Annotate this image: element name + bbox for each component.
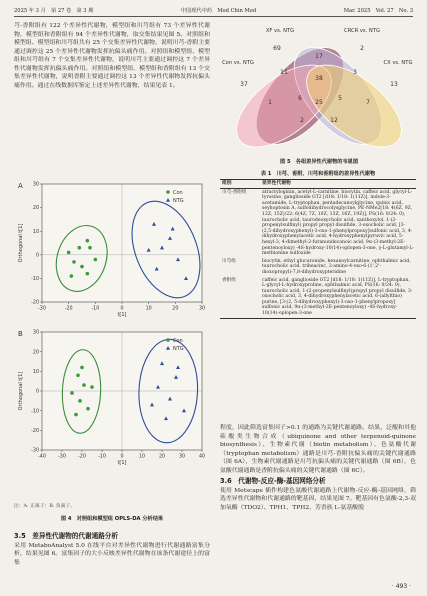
y-tick-label: 30 — [32, 330, 39, 336]
x-tick-label: -10 — [98, 454, 106, 460]
figure-5-venn — [222, 24, 416, 156]
table-row — [220, 188, 416, 258]
con-point — [82, 383, 86, 387]
legend-con-marker — [166, 338, 170, 342]
page-number: · 493 · — [391, 583, 411, 590]
venn-region-count: 3 — [353, 69, 357, 76]
section-3-6-text: 使用 Metscape 插件构建色氨酸代谢通路上代谢物-反应-酶-基因网络，筛选差异性代谢物和代谢通路的靶基因，结果见图 7。靶基因有色氨酸-2,3-双加氧酶（TDO2）、TPH1、TPH2、芳香族 L-氨基酸脱 — [220, 487, 416, 511]
venn-region-count: 7 — [366, 99, 370, 106]
legend-con-label: Con — [173, 189, 183, 196]
y-tick-label: 10 — [32, 229, 39, 235]
con-point — [88, 246, 92, 250]
table-cell-metabolites: caffeic acid, ganglioside GT2 [d18: 1/18: 1(11Z)], L-tryptophan, L-glycyl-L-hydroxyproline, ophthalmic acid, PS(16: 0/24: 0), taurocholic acid, 1-(2-propenylsulfinyl)propyl propyl disulfide, 3-oxocholic acid, 3, 4-dihydroxyphenylacetic acid, 6-(allylthio) purine, [3-(2, 5-dihydroxyphenyl)-3-oxo-1-phenylpropoxy] sulfonic acid, 9α-(3-methyl-2E-pentenoyloxy) -4S-hydroxy-10(14)-oplopen-3-one — [260, 277, 416, 319]
venn-region-count: 37 — [240, 81, 248, 88]
y-tick-label: -30 — [31, 448, 39, 454]
right-lower-column — [220, 424, 416, 512]
x-tick-label: -40 — [38, 454, 46, 460]
section-3-5 — [14, 530, 210, 567]
y-tick-label: -20 — [31, 300, 39, 306]
y-tick-label: 10 — [32, 369, 39, 375]
section-3-6-title: 3.6 代谢物-反应-酶-基因网络分析 — [220, 477, 326, 486]
figure-4-caption: 图 4 对照组和模型组 OPLS-DA 分析结果 — [60, 516, 164, 522]
x-tick-label: 40 — [198, 454, 206, 460]
table-cell-group: 川芎组 — [222, 258, 236, 264]
table-header-group: 组别 — [220, 180, 260, 189]
x-axis-label: t[1] — [117, 460, 127, 466]
con-point — [80, 265, 84, 269]
con-point — [86, 239, 90, 243]
table-1-grid — [220, 179, 416, 319]
x-tick-label: 30 — [178, 454, 186, 460]
running-header — [14, 5, 413, 17]
figure-4-note: 注：A. 正离子；B. 负离子。 — [14, 504, 76, 509]
venn-set-label: CRCR vs. NTG — [344, 28, 380, 34]
venn-region-count: 12 — [330, 117, 338, 124]
x-tick-label: 0 — [120, 454, 124, 460]
venn-region-count: 17 — [315, 53, 323, 60]
table-header-metabolites: 差异性代谢物 — [260, 180, 416, 189]
venn-region-count: 6 — [298, 95, 302, 102]
table-cell-group: 川芎-香附组 — [222, 189, 247, 195]
table-cell-metabolites: atractyloginin, acetyl-L-carnitine, biocytin, caffeic acid, glycyl-L-tyrosine, ganglioside GT2 [d18: 1/18: 1(11Z)], indole-3-acetamide, L-tryptophan, pentadecanoylglycine, quinic acid, seyhoptosin A, sulfodihydrocolysglycine, PE-NMe2[18: 4(6Z, 9Z, 12Z, 15Z)/22: 6(4Z, 7Z, 10Z, 13Z, 16Z, 19Z)], PS(16: 0/24: 0), taurocholic acid, taurodeoxycholic acid, xanthoxylol, 1-(2-propenylsulfinyl) propyl propyl disulfide, 3-oxocholic acid, [3-(2,5-dihydroxyphenyl)-3-oxo-1-phenylpropoxy]sulfonic acid, 3, 4-dihydroxyphenylacetic acid, 4-hydroxyphenylpyruvic acid, 5-hexyl-3, 4-dimethyl-2-furanundecanoic acid, 9α-(3-methyl-2E-pentenoyloxy) -4S-hydroxy-10(14)-oplopen-3-one, γ-L-glutamyl-L-methionine sulfoxide — [262, 189, 414, 257]
venn-region-count: 1 — [268, 99, 272, 106]
x-tick-label: -30 — [38, 306, 46, 312]
con-point — [78, 399, 82, 403]
y-tick-label: 20 — [32, 206, 39, 212]
venn-set-label: Con vs. NTG — [222, 60, 254, 66]
con-point — [86, 407, 90, 411]
table-header-row — [220, 180, 416, 189]
y-tick-label: 20 — [32, 350, 39, 356]
x-tick-label: 10 — [145, 306, 152, 312]
con-point — [86, 272, 90, 276]
con-point — [76, 373, 80, 377]
con-point — [78, 246, 82, 250]
x-tick-label: -20 — [64, 306, 73, 312]
venn-region-count: 69 — [273, 45, 281, 52]
venn-region-count: 5 — [338, 95, 342, 102]
figure-4 — [12, 176, 212, 500]
table-1 — [220, 170, 416, 319]
legend-con-marker — [166, 190, 170, 194]
table-row — [220, 277, 416, 319]
pathway-paragraph: 程度，因此筛选富集因子>0.1 的通路为关键代谢通路。结果，泛醌和其他萜醌类生物合成（ubiquinone and other terpenoid-quinone biosynthesis）、生物素代谢（biotin metabolism）、色氨酸代谢（tryptophan metabolism）通路是川芎-香附抗偏头痛的关键代谢通路（图 6A），生物素代谢通路是川芎抗偏头痛的关键代谢通路（图 6B），色氨酸代谢通路是香附抗偏头痛的关键代谢通路（图 6C）。 — [220, 425, 416, 474]
x-tick-label: -10 — [91, 306, 100, 312]
y-axis-label: Orthogonal t[1] — [18, 223, 24, 263]
left-column — [14, 22, 210, 90]
con-point — [74, 413, 78, 417]
y-tick-label: -10 — [31, 277, 39, 282]
header-right: Mar. 2025 Vol. 27 No. 3 — [343, 8, 413, 14]
y-tick-label: -20 — [31, 428, 39, 434]
y-tick-label: 30 — [32, 182, 39, 188]
table-cell-metabolites: biocytin, ethyl glucuronide, hexanoylcarnitine, ophthalmic acid, taurocholic acid, triheacinc, 2-amino-4-oxo-6-(1',2'-dioxopropyl)-7,8-dihydroxypteridine — [262, 258, 411, 275]
figure-4a-plot — [12, 176, 212, 326]
venn-region-count: 2 — [300, 117, 304, 124]
table-row — [220, 258, 416, 277]
con-point — [70, 274, 74, 278]
venn-region-count: 25 — [315, 99, 323, 106]
con-point — [90, 385, 94, 389]
section-3-5-title: 3.5 差异性代谢物的代谢通路分析 — [14, 532, 118, 540]
con-point — [67, 251, 71, 255]
con-point — [70, 391, 74, 395]
x-tick-label: 20 — [158, 454, 166, 460]
y-tick-label: 0 — [35, 253, 39, 259]
x-tick-label: -30 — [58, 454, 66, 460]
y-tick-label: -10 — [31, 409, 39, 415]
table-1-title: 表 1 川芎、香附、川芎和香附组的差异性代谢物 — [260, 171, 376, 177]
con-point — [80, 366, 84, 370]
venn-region-count: 2 — [360, 45, 364, 52]
left-paragraph: 芎-香附组有 122 个差异性代谢物，模型组和川芎组有 73 个差异性代谢物，模型组和香附组有 94 个差异性代谢物，取交集结果见图 5。对照组和模型组、模型组和川芎组共有 25 个交集差异性代谢物，说明川芎-香附主要通过调控这 25 个差异性代谢物发挥抗偏头痛作用。对照组和模型组、模型组和川芎组有 7 个交集差异性代谢物，说明川芎主要通过调控这 7 个差异性代谢物发挥抗偏头痛作用。对照组和模型组、模型组和香附组有 13 个交集差异性代谢物，说明香附主要通过调控这 13 个差异性代谢物发挥抗偏头痛作用。通过在线数据库鉴定上述差异性代谢物，结果见表 1。 — [14, 23, 210, 89]
venn-region-count: 38 — [315, 75, 323, 82]
x-tick-label: 30 — [198, 306, 206, 312]
legend-con-label: Con — [173, 337, 183, 344]
legend-ntg-label: NTG — [173, 345, 184, 352]
section-3-5-text: 采用 MetaboAnalyst 5.0 在线平台对差异性代谢物进行代谢通路富集分析，结果见图 6。富集因子的大小反映差异性代谢物在该条代谢途径上的富集 — [14, 542, 210, 566]
con-point — [72, 260, 76, 264]
panel-letter: B — [18, 330, 23, 338]
y-axis-label: Orthogonal t[1] — [18, 371, 24, 411]
x-axis-label: t[1] — [117, 312, 127, 318]
x-tick-label: 10 — [138, 454, 146, 460]
x-tick-label: -20 — [78, 454, 86, 460]
figure-4b-plot — [12, 326, 212, 474]
y-tick-label: 0 — [35, 389, 39, 395]
legend-ntg-label: NTG — [173, 197, 184, 204]
con-point — [94, 258, 98, 262]
venn-set-label: XF vs. NTG — [265, 28, 295, 34]
header-left: 2025 年 3 月 第 27 卷 第 3 期 — [14, 8, 94, 14]
header-center: 中国现代中药 Mod Chin Med — [180, 8, 257, 14]
table-cell-group: 香附组 — [220, 277, 260, 319]
venn-set-label: CX vs. NTG — [383, 60, 413, 66]
panel-letter: A — [18, 182, 23, 190]
figure-5-caption: 图 5 各组差异性代谢物的韦恩图 — [279, 159, 359, 165]
venn-region-count: 11 — [280, 69, 288, 76]
x-tick-label: 0 — [120, 306, 124, 312]
venn-region-count: 13 — [390, 81, 398, 88]
x-tick-label: 20 — [172, 306, 179, 312]
